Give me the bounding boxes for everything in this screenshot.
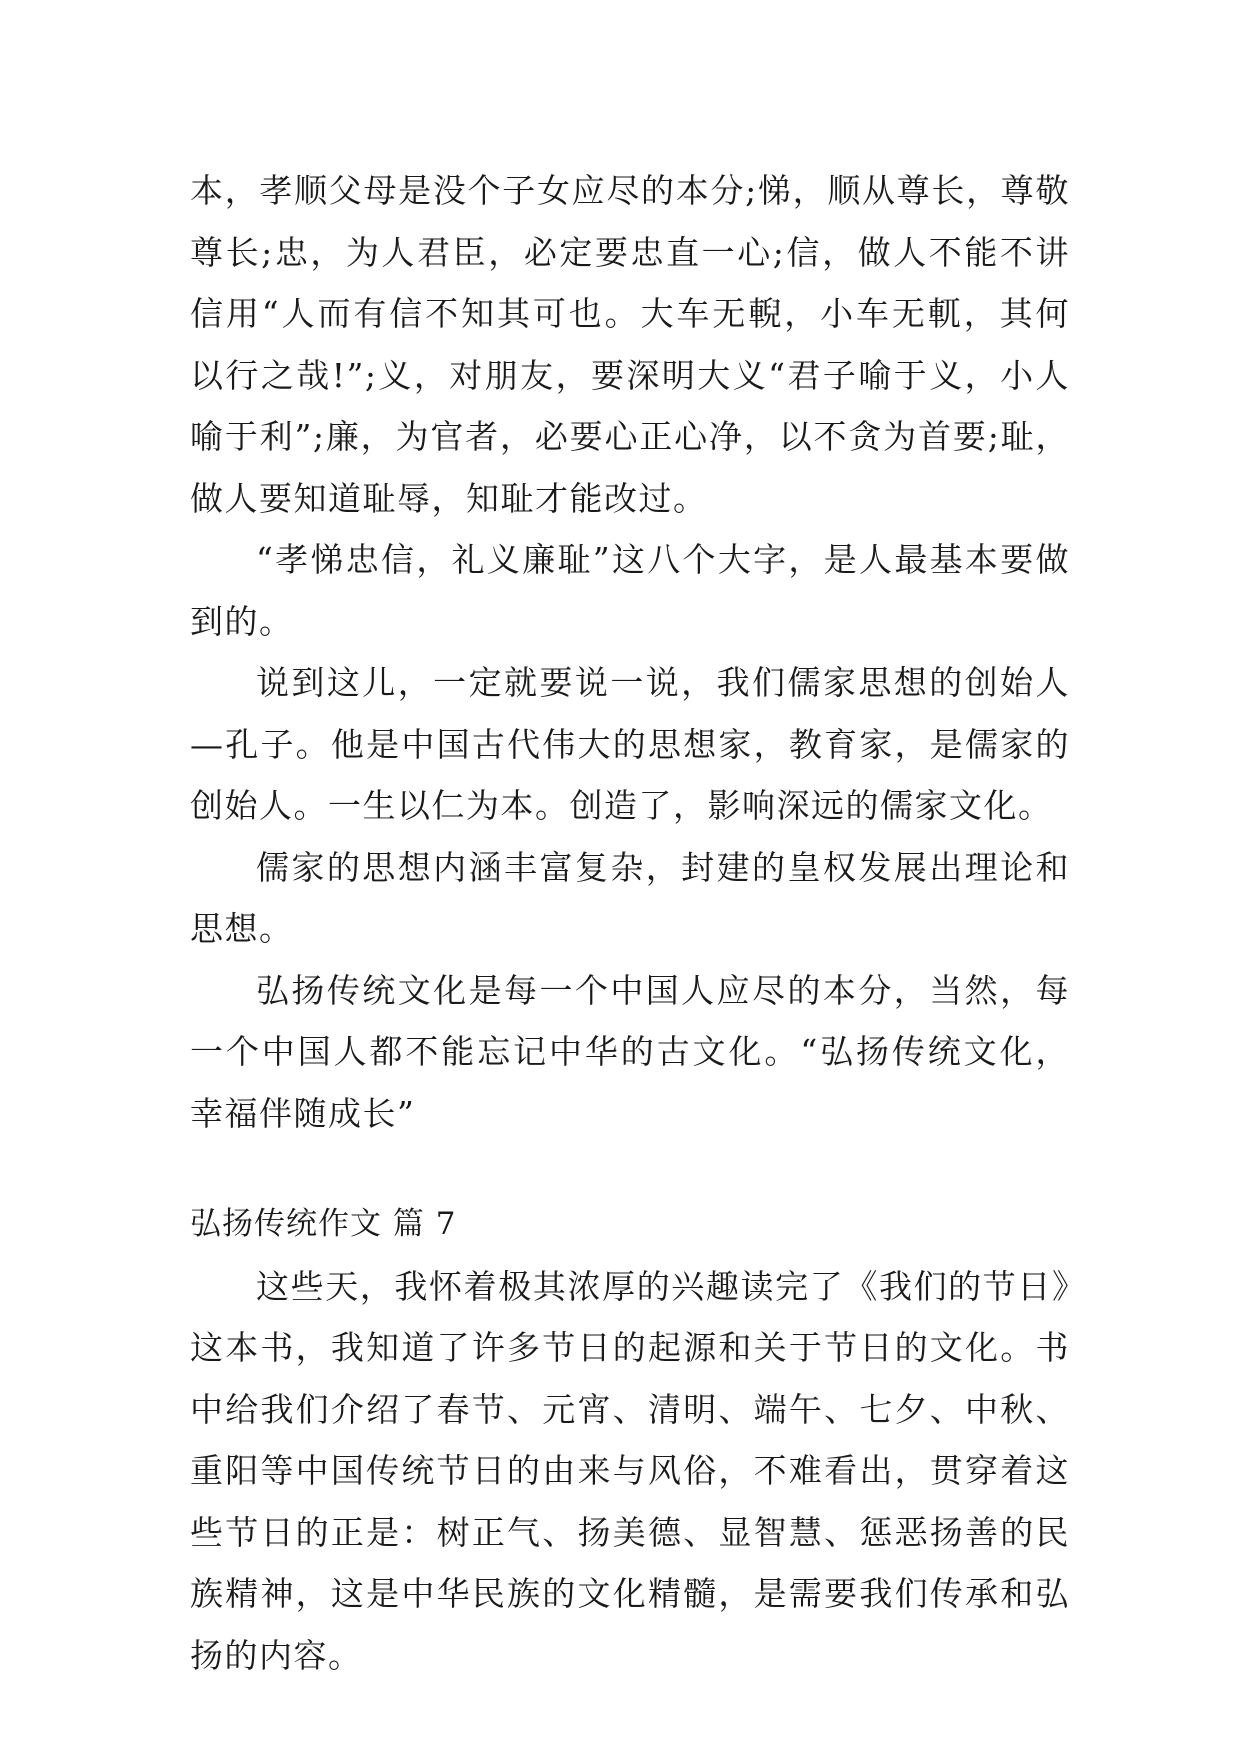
paragraph-eight-characters: “孝悌忠信，礼义廉耻”这八个大字，是人最基本要做到的。 xyxy=(190,540,1070,641)
section-heading: 弘扬传统作文 篇 7 xyxy=(190,1206,457,1242)
paragraph-our-festivals: 这些天，我怀着极其浓厚的兴趣读完了《我们的节日》这本书，我知道了许多节日的起源和关于节日的文化。书中给我们介绍了春节、元宵、清明、端午、七夕、中秋、重阳等中国传统节日的由来与风俗，不难看出，贯穿着这些节日的正是：树正气、扬美德、显智慧、惩恶扬善的民族精神，这是中华民族的文化精髓，是需要我们传承和弘扬的内容。 xyxy=(190,1266,1070,1675)
paragraph-confucius: 说到这儿，一定就要说一说，我们儒家思想的创始人—孔子。他是中国古代伟大的思想家，教育家，是儒家的创始人。一生以仁为本。创造了，影响深远的儒家文化。 xyxy=(190,663,1070,825)
document-body xyxy=(190,160,1070,1686)
paragraph-virtues: 本，孝顺父母是没个子女应尽的本分;悌，顺从尊长，尊敬尊长;忠，为人君臣，必定要忠直一心;信，做人不能不讲信用“人而有信不知其可也。大车无輗，小车无軏，其何以行之哉!”;义，对朋友，要深明大义“君子喻于义，小人喻于利”;廉，为官者，必要心正心净，以不贪为首要;耻，做人要知道耻辱，知耻才能改过。 xyxy=(190,171,1070,518)
paragraph-promote-culture: 弘扬传统文化是每一个中国人应尽的本分，当然，每一个中国人都不能忘记中华的古文化。“弘扬传统文化，幸福伴随成长” xyxy=(190,970,1070,1133)
section-spacer xyxy=(190,1144,1070,1194)
paragraph-confucianism: 儒家的思想内涵丰富复杂，封建的皇权发展出理论和思想。 xyxy=(190,847,1070,948)
